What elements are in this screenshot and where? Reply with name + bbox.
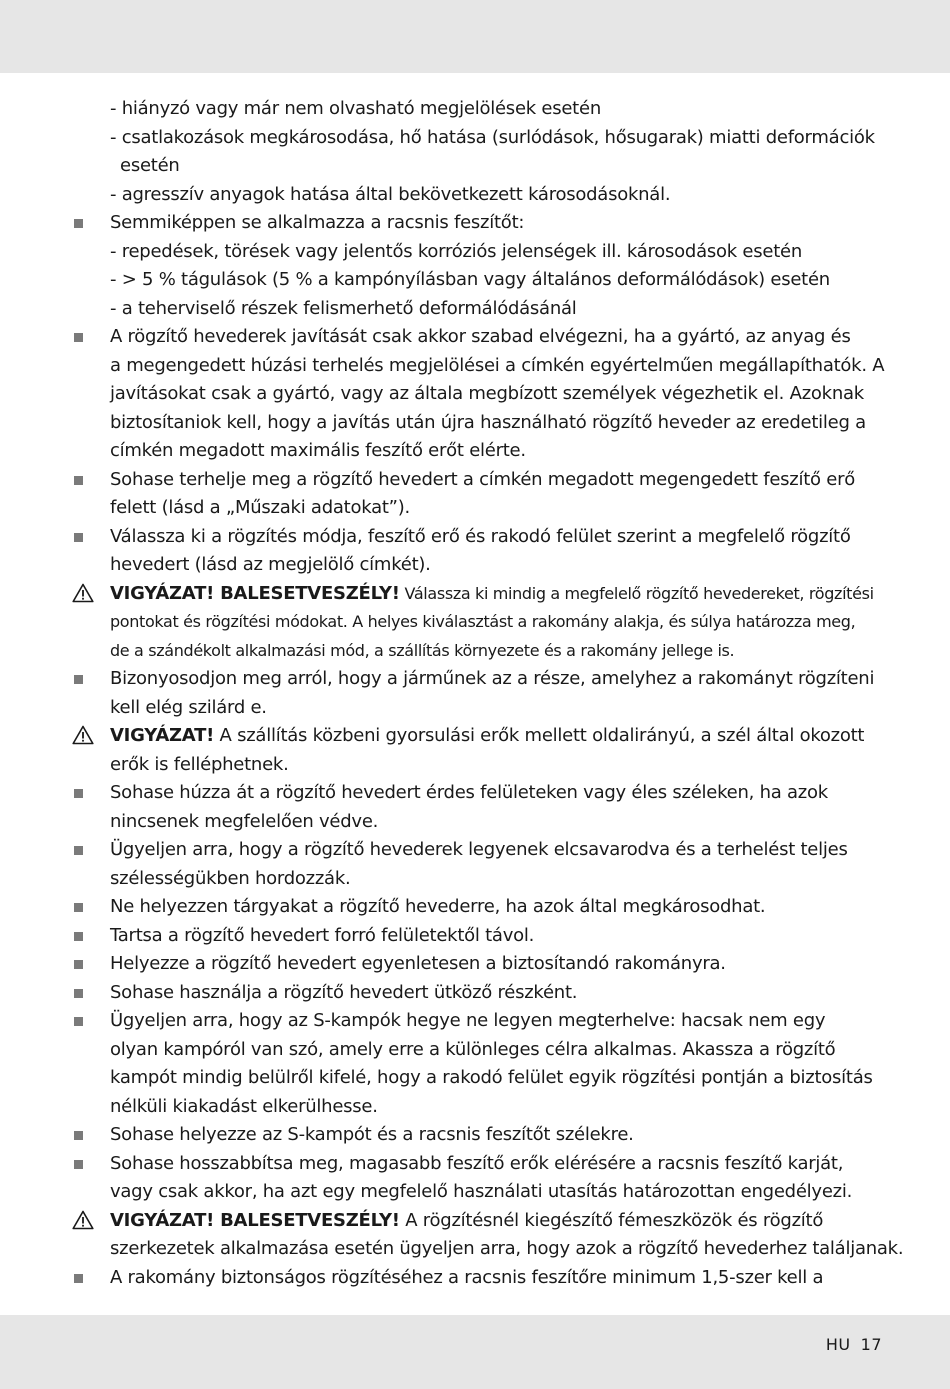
instruction-list xyxy=(72,209,904,1292)
list-item xyxy=(72,466,882,523)
square-bullet-icon xyxy=(74,989,83,998)
language-code: HU xyxy=(825,1335,851,1354)
text-line: - a teherviselő részek felismerhető deformálódásánál xyxy=(110,297,577,319)
square-bullet-icon xyxy=(74,1274,83,1283)
square-bullet-icon xyxy=(74,1017,83,1026)
text-line: olyan kampóról van szó, amely erre a különleges célra alkalmas. Akassza a rögzítő xyxy=(110,1038,836,1060)
text-line: Sohase terhelje meg a rögzítő hevedert a címkén megadott megengedett feszítő erő xyxy=(110,468,856,490)
text-line: Helyezze a rögzítő hevedert egyenletesen a biztosítandó rakományra. xyxy=(110,953,726,974)
text-line: Semmiképpen se alkalmazza a racsnis feszítőt: xyxy=(110,212,525,233)
text-line: kampót mindig belülről kifelé, hogy a rakodó felület egyik rögzítési pontján a biztosítás xyxy=(110,1067,873,1088)
square-bullet-icon xyxy=(74,1131,83,1140)
text-line: Sohase használja a rögzítő hevedert ütköző részként. xyxy=(110,981,578,1003)
warning-text: Válassza ki mindig a megfelelő rögzítő hevedereket, rögzítési xyxy=(399,583,874,603)
warning-item xyxy=(72,1207,904,1264)
warning-line xyxy=(110,1207,882,1236)
list-item xyxy=(72,1007,882,1121)
warning-label: VIGYÁZAT! BALESETVESZÉLY! xyxy=(110,1209,400,1231)
list-item xyxy=(72,323,885,466)
list-item xyxy=(72,922,882,951)
text-line: nélküli kiakadást elkerülhesse. xyxy=(110,1095,378,1117)
warning-triangle-icon xyxy=(72,583,94,603)
text-line: Ne helyezzen tárgyakat a rögzítő hevederre, ha azok által megkárosodhat. xyxy=(110,896,766,917)
list-item xyxy=(72,893,882,922)
text-line: Bizonyosodjon meg arról, hogy a járműnek az a része, amelyhez a rakományt rögzíteni xyxy=(110,668,875,689)
text-line: Sohase húzza át a rögzítő hevedert érdes felületeken vagy éles széleken, ha azok xyxy=(110,782,828,803)
sub-list-top xyxy=(72,95,882,209)
text-line: Ügyeljen arra, hogy a rögzítő hevederek legyenek elcsavarodva és a terhelést teljes xyxy=(110,839,848,860)
text-line: A rögzítő hevederek javítását csak akkor szabad elvégezni, ha a gyártó, az anyag és xyxy=(110,326,851,347)
warning-item xyxy=(72,580,882,666)
sub-line: - csatlakozások megkárosodása, hő hatása (surlódások, hősugarak) miatti deformációk xyxy=(110,126,875,148)
text-line: javításokat csak a gyártó, vagy az általa megbízott személyek végezhetik el. Azoknak xyxy=(110,383,864,404)
list-item xyxy=(72,209,882,323)
square-bullet-icon xyxy=(74,675,83,684)
list-item xyxy=(72,523,882,580)
text-line: nincsenek megfelelően védve. xyxy=(110,810,379,832)
warning-label: VIGYÁZAT! xyxy=(110,725,215,746)
text-line: szélességükben hordozzák. xyxy=(110,867,351,889)
page-footer xyxy=(816,1335,882,1354)
page-number: 17 xyxy=(860,1335,882,1354)
document-body xyxy=(72,95,904,1292)
square-bullet-icon xyxy=(74,846,83,855)
text-line: - > 5 % tágulások (5 % a kampónyílásban vagy általános deformálódások) esetén xyxy=(110,269,830,290)
square-bullet-icon xyxy=(74,219,83,228)
footer-band xyxy=(0,1315,950,1389)
square-bullet-icon xyxy=(74,333,83,342)
warning-item xyxy=(72,722,882,779)
square-bullet-icon xyxy=(74,960,83,969)
warning-triangle-icon xyxy=(72,1210,94,1230)
text-line: címkén megadott maximális feszítő erőt elérte. xyxy=(110,440,526,461)
text-line: hevedert (lásd az megjelölő címkét). xyxy=(110,554,431,575)
list-item xyxy=(72,1121,882,1150)
warning-text-line: pontokat és rögzítési módokat. A helyes kiválasztást a rakomány alakja, és súlya határozza meg, xyxy=(110,612,856,631)
list-item xyxy=(72,979,882,1008)
list-item xyxy=(72,1264,882,1293)
text-line: kell elég szilárd e. xyxy=(110,696,267,718)
text-line: biztosítaniok kell, hogy a javítás után újra használható rögzítő heveder az eredetileg a xyxy=(110,411,866,433)
list-item xyxy=(72,1150,882,1207)
text-line: Sohase hosszabbítsa meg, magasabb feszítő erők elérésére a racsnis feszítő karját, xyxy=(110,1152,844,1174)
text-line: Válassza ki a rögzítés módja, feszítő erő és rakodó felület szerint a megfelelő rögzítő xyxy=(110,525,851,547)
text-line: felett (lásd a „Műszaki adatokat”). xyxy=(110,497,410,518)
warning-text: A rögzítésnél kiegészítő fémeszközök és rögzítő xyxy=(399,1209,824,1231)
sub-line: - hiányzó vagy már nem olvasható megjelölések esetén xyxy=(110,98,601,119)
square-bullet-icon xyxy=(74,1160,83,1169)
warning-line xyxy=(110,580,882,609)
text-line: vagy csak akkor, ha azt egy megfelelő használati utasítás határozottan engedélyezi. xyxy=(110,1181,853,1202)
text-line: Tartsa a rögzítő hevedert forró felületektől távol. xyxy=(110,924,535,946)
text-line: Ügyeljen arra, hogy az S-kampók hegye ne legyen megterhelve: hacsak nem egy xyxy=(110,1010,826,1031)
list-item xyxy=(72,665,882,722)
warning-triangle-icon xyxy=(72,725,94,745)
text-line: Sohase helyezze az S-kampót és a racsnis feszítőt szélekre. xyxy=(110,1124,634,1145)
list-item xyxy=(72,779,882,836)
warning-text: A szállítás közbeni gyorsulási erők mellett oldalirányú, a szél által okozott xyxy=(214,725,865,746)
warning-text-line: de a szándékolt alkalmazási mód, a szállítás környezete és a rakomány jellege is. xyxy=(110,640,735,660)
square-bullet-icon xyxy=(74,932,83,941)
square-bullet-icon xyxy=(74,476,83,485)
header-band xyxy=(0,0,950,73)
warning-label: VIGYÁZAT! BALESETVESZÉLY! xyxy=(110,582,400,604)
text-line: a megengedett húzási terhelés megjelölései a címkén egyértelműen megállapíthatók. A xyxy=(110,354,885,376)
warning-text-line: szerkezetek alkalmazása esetén ügyeljen arra, hogy azok a rögzítő hevederhez találjanak. xyxy=(110,1238,904,1259)
text-line: A rakomány biztonságos rögzítéséhez a racsnis feszítőre minimum 1,5-szer kell a xyxy=(110,1266,824,1288)
sub-line: - agresszív anyagok hatása által bekövetkezett károsodásoknál. xyxy=(110,183,671,205)
square-bullet-icon xyxy=(74,903,83,912)
sub-line: esetén xyxy=(120,155,180,176)
square-bullet-icon xyxy=(74,533,83,542)
warning-line xyxy=(110,722,882,751)
square-bullet-icon xyxy=(74,789,83,798)
list-item xyxy=(72,836,882,893)
list-item xyxy=(72,950,882,979)
warning-text-line: erők is felléphetnek. xyxy=(110,753,289,775)
text-line: - repedések, törések vagy jelentős korróziós jelenségek ill. károsodások esetén xyxy=(110,240,802,262)
